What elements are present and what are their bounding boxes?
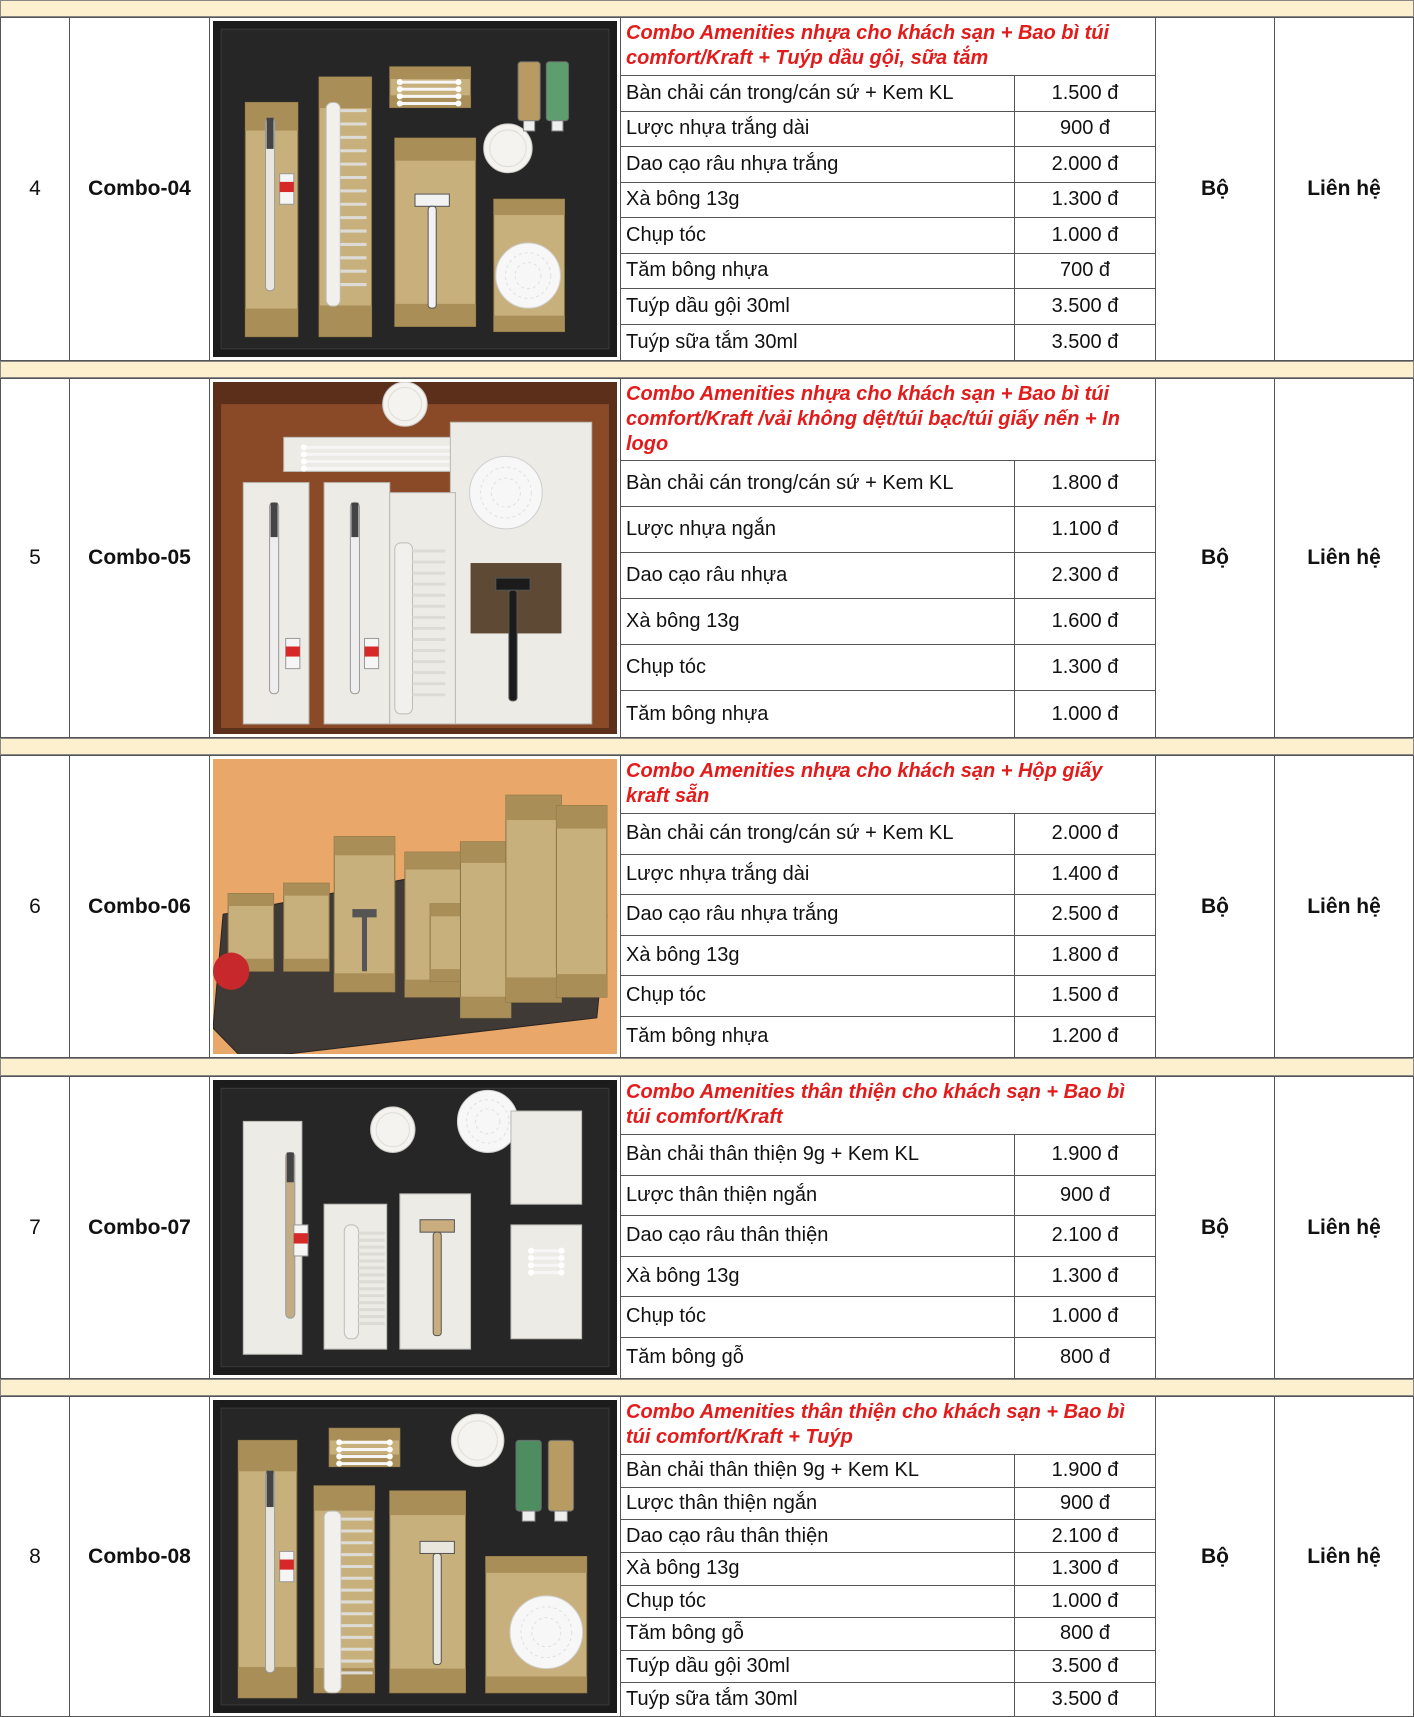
list-item <box>621 325 1155 361</box>
item-price: 2.000 đ <box>1014 147 1155 182</box>
table-row <box>0 17 1414 361</box>
item-name: Xà bông 13g <box>626 188 740 211</box>
list-item <box>621 1216 1155 1257</box>
item-price: 2.100 đ <box>1014 1520 1155 1552</box>
list-item <box>621 553 1155 599</box>
item-price: 1.200 đ <box>1014 1017 1155 1058</box>
item-name: Bàn chải cán trong/cán sứ + Kem KL <box>626 822 954 845</box>
product-description <box>620 1396 1156 1717</box>
list-item <box>621 1257 1155 1298</box>
item-price: 2.300 đ <box>1014 553 1155 598</box>
product-photo-cell <box>209 1396 621 1717</box>
item-name: Tăm bông gỗ <box>626 1346 744 1369</box>
list-item <box>621 1618 1155 1651</box>
row-separator <box>0 738 1414 755</box>
unit-label: Bộ <box>1155 1396 1275 1717</box>
item-list <box>621 1455 1155 1716</box>
item-list <box>621 1135 1155 1378</box>
item-name: Lược thân thiện ngắn <box>626 1183 818 1206</box>
list-item <box>621 218 1155 254</box>
item-price: 700 đ <box>1014 254 1155 289</box>
product-code: Combo-07 <box>69 1076 210 1379</box>
list-item <box>621 976 1155 1017</box>
item-price: 1.300 đ <box>1014 645 1155 690</box>
item-price: 1.600 đ <box>1014 599 1155 644</box>
item-price: 1.000 đ <box>1014 691 1155 737</box>
unit-label: Bộ <box>1155 755 1275 1058</box>
item-name: Bàn chải cán trong/cán sứ + Kem KL <box>626 81 954 104</box>
item-name: Chụp tóc <box>626 984 707 1007</box>
item-price: 1.800 đ <box>1014 936 1155 976</box>
list-item <box>621 1488 1155 1521</box>
combo-title: Combo Amenities nhựa cho khách sạn + Hộp giấy kraft sẵn <box>621 756 1155 814</box>
item-price: 800 đ <box>1014 1618 1155 1650</box>
item-name: Dao cạo râu nhựa trắng <box>626 903 839 926</box>
item-price: 1.300 đ <box>1014 1553 1155 1585</box>
item-name: Lược nhựa ngắn <box>626 518 776 540</box>
list-item <box>621 183 1155 219</box>
item-price: 3.500 đ <box>1014 325 1155 361</box>
unit-label: Bộ <box>1155 17 1275 361</box>
unit-label: Bộ <box>1155 1076 1275 1379</box>
combo-title: Combo Amenities nhựa cho khách sạn + Bao bì túi comfort/Kraft /vải không dệt/túi bạc/túi giấy nến + In logo <box>621 379 1155 461</box>
item-price: 3.500 đ <box>1014 289 1155 324</box>
row-number: 5 <box>0 378 70 738</box>
combo-title: Combo Amenities thân thiện cho khách sạn + Bao bì túi comfort/Kraft + Tuýp <box>621 1397 1155 1455</box>
table-row <box>0 378 1414 738</box>
item-price: 1.900 đ <box>1014 1135 1155 1175</box>
item-name: Xà bông 13g <box>626 943 740 966</box>
item-name: Dao cạo râu nhựa trắng <box>626 152 839 175</box>
product-description <box>620 378 1156 738</box>
item-price: 1.800 đ <box>1014 461 1155 506</box>
list-item <box>621 1176 1155 1217</box>
list-item <box>621 254 1155 290</box>
item-name: Tăm bông nhựa <box>626 702 769 725</box>
item-price: 1.000 đ <box>1014 218 1155 253</box>
list-item <box>621 599 1155 645</box>
item-list <box>621 461 1155 737</box>
item-name: Bàn chải thân thiện 9g + Kem KL <box>626 1143 919 1166</box>
amenities-photo-basket-kraft-boxes <box>213 759 617 1054</box>
list-item <box>621 645 1155 691</box>
item-price: 1.900 đ <box>1014 1455 1155 1487</box>
contact-price: Liên hệ <box>1274 1396 1414 1717</box>
list-item <box>621 1651 1155 1684</box>
list-item <box>621 1586 1155 1619</box>
item-name: Bàn chải cán trong/cán sứ + Kem KL <box>626 472 954 494</box>
item-list <box>621 76 1155 360</box>
item-price: 900 đ <box>1014 112 1155 147</box>
row-number: 7 <box>0 1076 70 1379</box>
list-item <box>621 112 1155 148</box>
unit-label: Bộ <box>1155 378 1275 738</box>
product-description <box>620 755 1156 1058</box>
list-item <box>621 507 1155 553</box>
item-price: 2.500 đ <box>1014 895 1155 935</box>
item-price: 3.500 đ <box>1014 1651 1155 1683</box>
row-separator <box>0 1058 1414 1076</box>
row-separator <box>0 1379 1414 1396</box>
list-item <box>621 1017 1155 1058</box>
list-item <box>621 1338 1155 1379</box>
row-number: 6 <box>0 755 70 1058</box>
item-price: 900 đ <box>1014 1176 1155 1216</box>
item-price: 3.500 đ <box>1014 1683 1155 1716</box>
contact-price: Liên hệ <box>1274 1076 1414 1379</box>
list-item <box>621 936 1155 977</box>
list-item <box>621 147 1155 183</box>
product-description <box>620 1076 1156 1379</box>
list-item <box>621 1520 1155 1553</box>
item-name: Tuýp sữa tắm 30ml <box>626 330 798 353</box>
item-name: Dao cạo râu thân thiện <box>626 1224 829 1247</box>
item-price: 1.300 đ <box>1014 183 1155 218</box>
product-description <box>620 17 1156 361</box>
list-item <box>621 814 1155 855</box>
item-price: 1.300 đ <box>1014 1257 1155 1297</box>
list-item <box>621 76 1155 112</box>
item-name: Bàn chải thân thiện 9g + Kem KL <box>626 1459 919 1482</box>
list-item <box>621 855 1155 896</box>
list-item <box>621 1297 1155 1338</box>
list-item <box>621 1553 1155 1586</box>
item-price: 1.500 đ <box>1014 976 1155 1016</box>
list-item <box>621 289 1155 325</box>
combo-title: Combo Amenities nhựa cho khách sạn + Bao bì túi comfort/Kraft + Tuýp dầu gội, sữa tắm <box>621 18 1155 76</box>
product-code: Combo-06 <box>69 755 210 1058</box>
item-name: Lược nhựa trắng dài <box>626 862 810 885</box>
item-name: Dao cạo râu nhựa <box>626 564 788 586</box>
item-name: Xà bông 13g <box>626 610 740 632</box>
product-code: Combo-04 <box>69 17 210 361</box>
list-item <box>621 461 1155 507</box>
item-name: Xà bông 13g <box>626 1557 740 1580</box>
product-photo-cell <box>209 1076 621 1379</box>
item-price: 1.400 đ <box>1014 855 1155 895</box>
item-name: Dao cạo râu thân thiện <box>626 1524 829 1547</box>
item-name: Chụp tóc <box>626 1305 707 1328</box>
item-name: Tuýp sữa tắm 30ml <box>626 1688 798 1711</box>
item-name: Tuýp dầu gội 30ml <box>626 1655 790 1678</box>
item-name: Tăm bông gỗ <box>626 1622 744 1645</box>
table-row <box>0 1396 1414 1717</box>
item-name: Chụp tóc <box>626 1589 707 1612</box>
item-name: Tăm bông nhựa <box>626 1025 769 1048</box>
product-photo-cell <box>209 378 621 738</box>
table-row <box>0 755 1414 1058</box>
item-price: 1.000 đ <box>1014 1586 1155 1618</box>
item-name: Chụp tóc <box>626 223 707 246</box>
product-code: Combo-08 <box>69 1396 210 1717</box>
list-item <box>621 691 1155 737</box>
contact-price: Liên hệ <box>1274 755 1414 1058</box>
combo-title: Combo Amenities thân thiện cho khách sạn + Bao bì túi comfort/Kraft <box>621 1077 1155 1135</box>
row-number: 8 <box>0 1396 70 1717</box>
item-price: 900 đ <box>1014 1488 1155 1520</box>
product-code: Combo-05 <box>69 378 210 738</box>
list-item <box>621 895 1155 936</box>
item-price: 2.000 đ <box>1014 814 1155 854</box>
item-list <box>621 814 1155 1057</box>
table-row <box>0 1076 1414 1379</box>
row-number: 4 <box>0 17 70 361</box>
list-item <box>621 1455 1155 1488</box>
product-photo-cell <box>209 755 621 1058</box>
amenities-photo-dark-tray-kraft-tubes <box>213 1400 617 1713</box>
item-name: Xà bông 13g <box>626 1264 740 1287</box>
amenities-photo-dark-tray-kraft <box>213 21 617 357</box>
item-price: 1.500 đ <box>1014 76 1155 111</box>
contact-price: Liên hệ <box>1274 378 1414 738</box>
item-price: 800 đ <box>1014 1338 1155 1379</box>
item-name: Tăm bông nhựa <box>626 259 769 282</box>
list-item <box>621 1135 1155 1176</box>
product-photo-cell <box>209 17 621 361</box>
row-separator <box>0 361 1414 378</box>
item-name: Chụp tóc <box>626 656 707 678</box>
amenities-photo-dark-tray-eco <box>213 1080 617 1375</box>
contact-price: Liên hệ <box>1274 17 1414 361</box>
item-price: 1.100 đ <box>1014 507 1155 552</box>
amenities-photo-wood-tray-white <box>213 382 617 734</box>
item-price: 2.100 đ <box>1014 1216 1155 1256</box>
row-separator <box>0 0 1414 17</box>
item-price: 1.000 đ <box>1014 1297 1155 1337</box>
item-name: Tuýp dầu gội 30ml <box>626 294 790 317</box>
list-item <box>621 1683 1155 1716</box>
item-name: Lược thân thiện ngắn <box>626 1491 818 1514</box>
item-name: Lược nhựa trắng dài <box>626 117 810 140</box>
